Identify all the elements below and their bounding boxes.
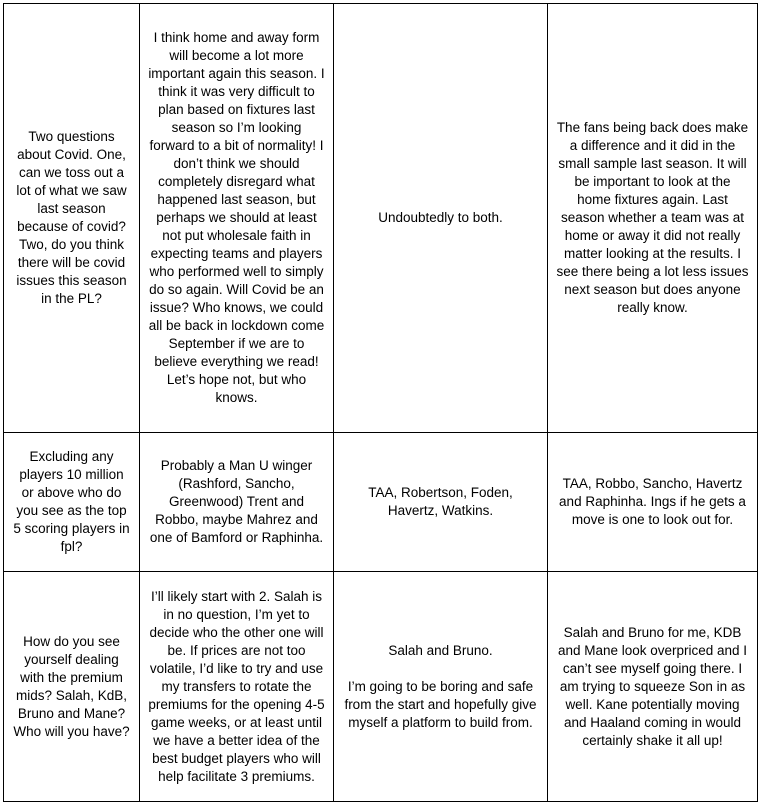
question-cell: How do you see yourself dealing with the premium mids? Salah, KdB, Bruno and Mane? Who will you have? xyxy=(4,572,140,802)
answer-cell: TAA, Robertson, Foden, Havertz, Watkins. xyxy=(334,433,548,572)
table-row xyxy=(4,572,758,802)
answer-cell: TAA, Robbo, Sancho, Havertz and Raphinha. Ings if he gets a move is one to look out for. xyxy=(548,433,758,572)
answer-cell: I’ll likely start with 2. Salah is in no question, I’m yet to decide who the other one will be. If prices are not too volatile, I’d like to try and use my transfers to rotate the premiums for the opening 4-5 game weeks, or at least until we have a better idea of the best budget players who will help facilitate 3 premiums. xyxy=(140,572,334,802)
answer-cell: Salah and Bruno. I’m going to be boring and safe from the start and hopefully give myself a platform to build from. xyxy=(334,572,548,802)
qa-table xyxy=(3,3,758,802)
question-cell: Two questions about Covid. One, can we toss out a lot of what we saw last season because of covid? Two, do you think there will be covid issues this season in the PL? xyxy=(4,4,140,433)
answer-cell: Undoubtedly to both. xyxy=(334,4,548,433)
answer-cell: The fans being back does make a difference and it did in the small sample last season. It will be important to look at the home fixtures again. Last season whether a team was at home or away it did not really matter looking at the results. I see there being a lot less issues next season but does anyone really know. xyxy=(548,4,758,433)
table-row xyxy=(4,433,758,572)
answer-cell: I think home and away form will become a lot more important again this season. I think it was very difficult to plan based on fixtures last season so I’m looking forward to a bit of normality! I don’t think we should completely disregard what happened last season, but perhaps we should at least not put wholesale faith in expecting teams and players who performed well to simply do so again. Will Covid be an issue? Who knows, we could all be back in lockdown come September if we are to believe everything we read! Let’s hope not, but who knows. xyxy=(140,4,334,433)
question-cell: Excluding any players 10 million or above who do you see as the top 5 scoring players in fpl? xyxy=(4,433,140,572)
answer-cell: Salah and Bruno for me, KDB and Mane look overpriced and I can’t see myself going there. I am trying to squeeze Son in as well. Kane potentially moving and Haaland coming in would certainly shake it all up! xyxy=(548,572,758,802)
table-row xyxy=(4,4,758,433)
answer-cell: Probably a Man U winger (Rashford, Sancho, Greenwood) Trent and Robbo, maybe Mahrez and one of Bamford or Raphinha. xyxy=(140,433,334,572)
